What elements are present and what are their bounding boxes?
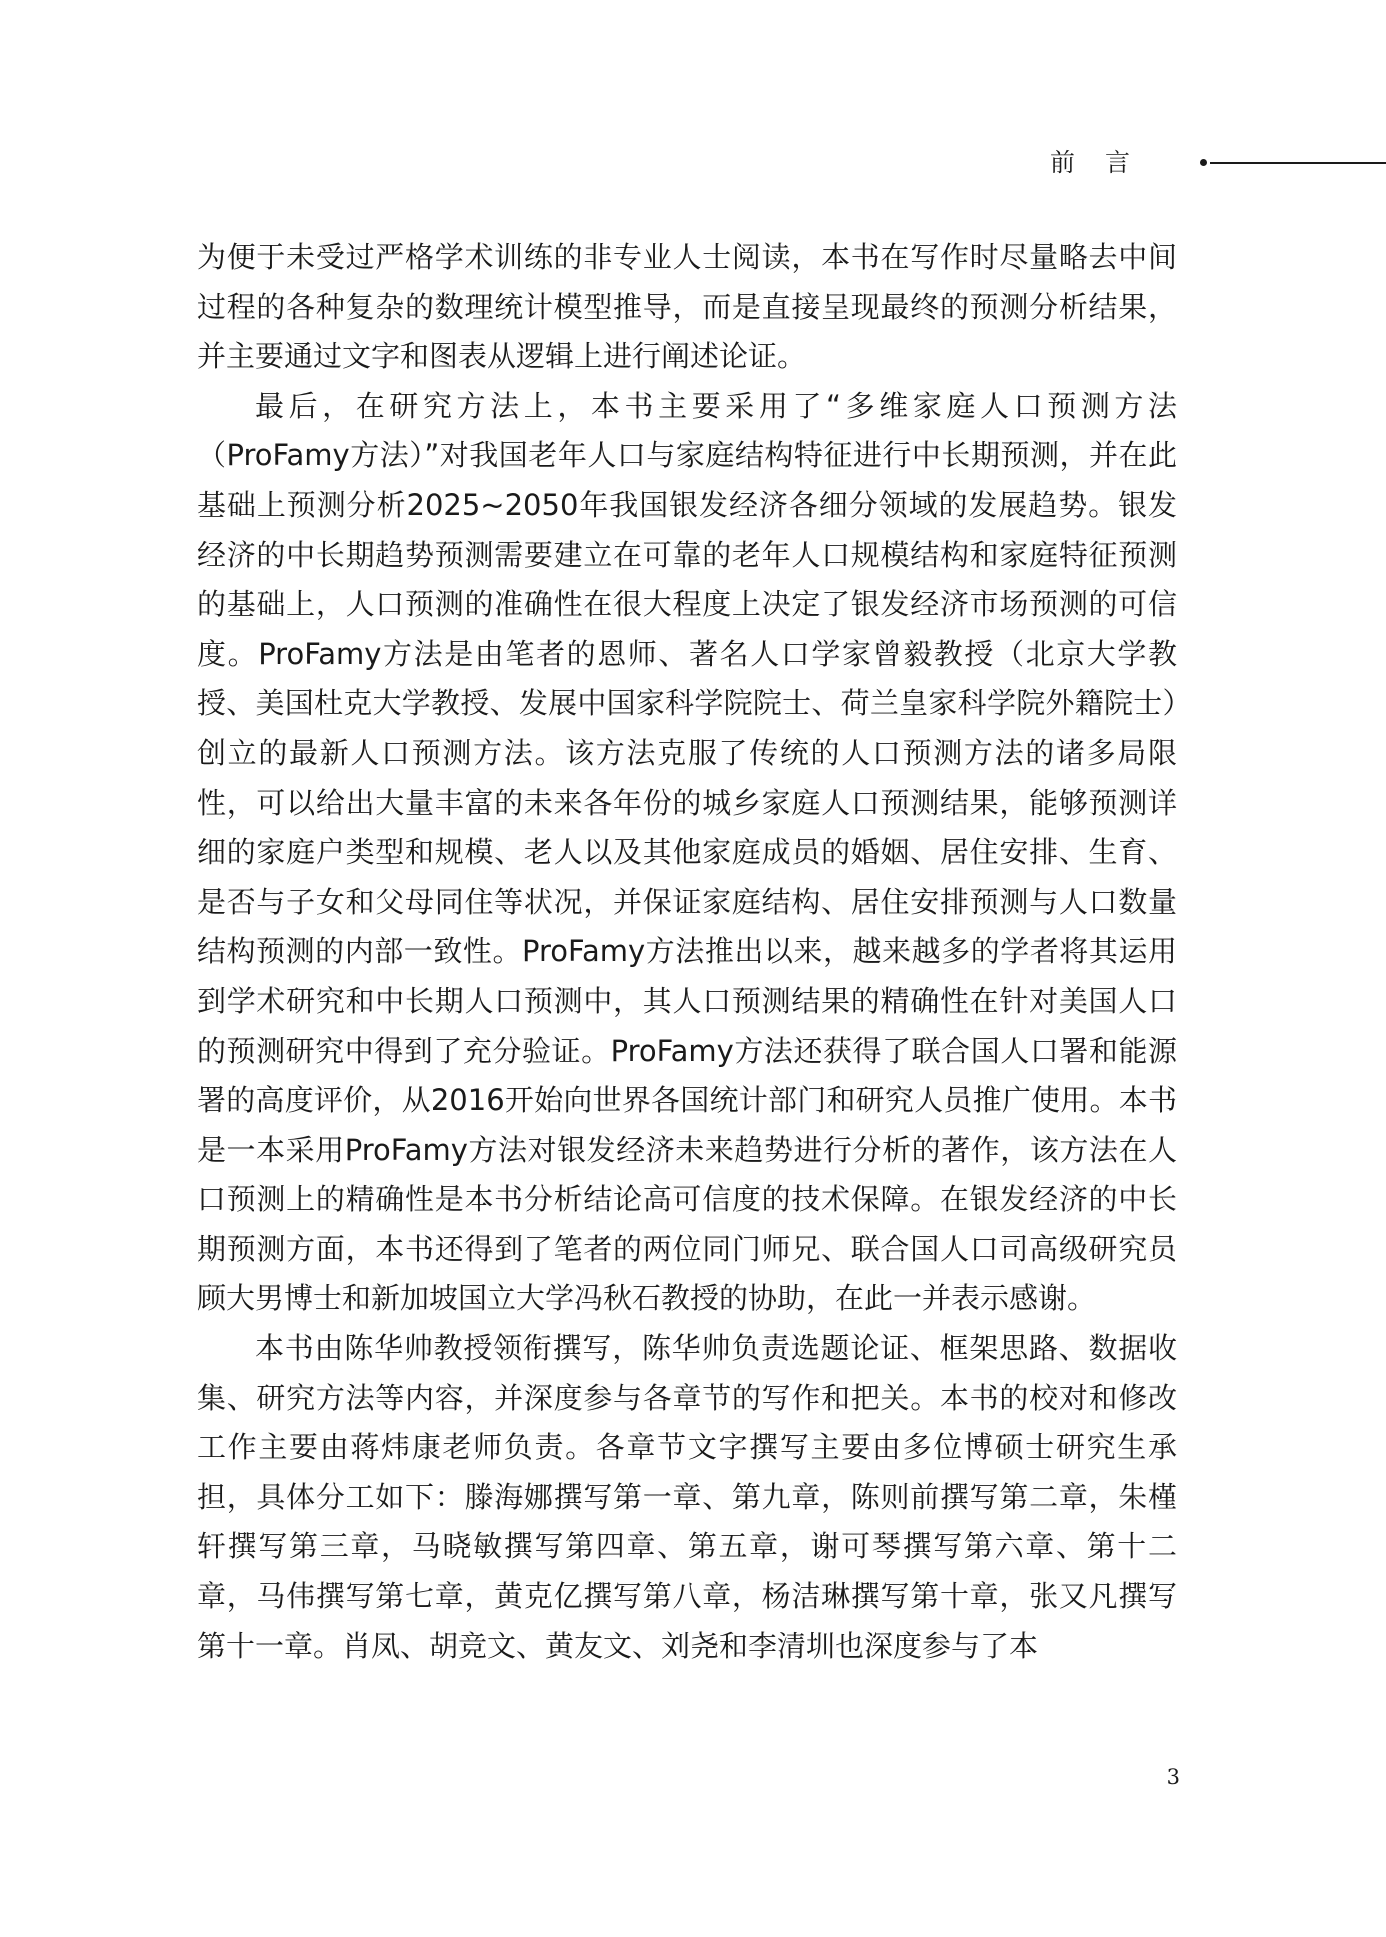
header-rule-line: [1210, 162, 1386, 164]
header-bullet-dot: [1200, 159, 1207, 166]
page-number: 3: [1166, 1765, 1180, 1789]
paragraph-research-method: 最后，在研究方法上，本书主要采用了“多维家庭人口预测方法（ProFamy方法）”对我国老年人口与家庭结构特征进行中长期预测，并在此基础上预测分析2025~2050年我国银发经济各细分领域的发展趋势。银发经济的中长期趋势预测需要建立在可靠的老年人口规模结构和家庭特征预测的基础上，人口预测的准确性在很大程度上决定了银发经济市场预测的可信度。ProFamy方法是由笔者的恩师、著名人口学家曾毅教授（北京大学教授、美国杜克大学教授、发展中国家科学院院士、荷兰皇家科学院外籍院士）创立的最新人口预测方法。该方法克服了传统的人口预测方法的诸多局限性，可以给出大量丰富的未来各年份的城乡家庭人口预测结果，能够预测详细的家庭户类型和规模、老人以及其他家庭成员的婚姻、居住安排、生育、是否与子女和父母同住等状况，并保证家庭结构、居住安排预测与人口数量结构预测的内部一致性。ProFamy方法推出以来，越来越多的学者将其运用到学术研究和中长期人口预测中，其人口预测结果的精确性在针对美国人口的预测研究中得到了充分验证。ProFamy方法还获得了联合国人口署和能源署的高度评价，从2016开始向世界各国统计部门和研究人员推广使用。本书是一本采用ProFamy方法对银发经济未来趋势进行分析的著作，该方法在人口预测上的精确性是本书分析结论高可信度的技术保障。在银发经济的中长期预测方面，本书还得到了笔者的两位同门师兄、联合国人口司高级研究员顾大男博士和新加坡国立大学冯秋石教授的协助，在此一并表示感谢。: [197, 388, 1177, 1316]
paragraph-authorship: 本书由陈华帅教授领衔撰写，陈华帅负责选题论证、框架思路、数据收集、研究方法等内容，并深度参与各章节的写作和把关。本书的校对和修改工作主要由蒋炜康老师负责。各章节文字撰写主要由多位博硕士研究生承担，具体分工如下：滕海娜撰写第一章、第九章，陈则前撰写第二章，朱槿轩撰写第三章，马晓敏撰写第四章、第五章，谢可琴撰写第六章、第十二章，马伟撰写第七章，黄克亿撰写第八章，杨洁琳撰写第十章，张又凡撰写第十一章。肖凤、胡竞文、黄友文、刘尧和李清圳也深度参与了本: [197, 1331, 1177, 1663]
running-header-title: 前言: [1050, 148, 1161, 177]
running-header: [1050, 145, 1386, 181]
body-text: [197, 233, 1177, 1671]
paragraph-continued: 为便于未受过严格学术训练的非专业人士阅读，本书在写作时尽量略去中间过程的各种复杂的数理统计模型推导，而是直接呈现最终的预测分析结果，并主要通过文字和图表从逻辑上进行阐述论证。: [197, 240, 1177, 374]
